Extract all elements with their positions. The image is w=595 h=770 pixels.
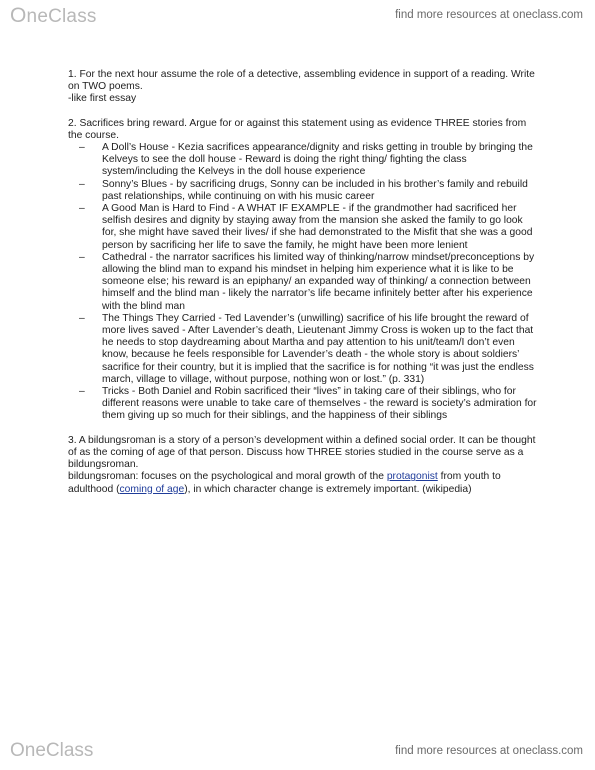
document-body: [68, 69, 538, 496]
q3-prompt: 3. A bildungsroman is a story of a person’s development within a defined social order. It can be thought of as the coming of age of that person. Discuss how THREE stories studied in the course serve as a bildungsroman.: [68, 434, 536, 471]
footer-oneclass-logo[interactable]: [10, 740, 93, 762]
list-item: – A Doll’s House - Kezia sacrifices appearance/dignity and risks getting in trouble by bringing the Kelveys to see the doll house - Reward is doing the right thing/ fighting the class system/including the Kelveys in the doll house experience: [102, 142, 538, 179]
definition-text: bildungsroman: focuses on the psychological and moral growth of the: [68, 471, 387, 483]
list-item: – Sonny’s Blues - by sacrificing drugs, Sonny can be included in his brother’s family and rebuild past relationships, while continuing on with his music career: [102, 179, 538, 203]
list-item: – A Good Man is Hard to Find - A WHAT IF EXAMPLE - if the grandmother had sacrificed her selfish desires and dignity by staying away from the mansion she asked the family to go look for, she might have saved their lives/ if she had demonstrated to the Misfit that she was a good person by sacrificing her life to save the family, he might have been more lenient: [102, 203, 538, 252]
q3-definition: [68, 471, 538, 495]
definition-text: ), in which character change is extremely important. (wikipedia): [184, 483, 472, 495]
logo-mark: O: [10, 740, 25, 761]
q1-prompt: 1. For the next hour assume the role of a detective, assembling evidence in support of a reading. Write on TWO poems.: [68, 69, 535, 93]
q2-prompt: 2. Sacrifices bring reward. Argue for or against this statement using as evidence THREE stories from the course.: [68, 117, 527, 141]
logo-text: neClass: [26, 6, 97, 27]
oneclass-logo[interactable]: [10, 4, 97, 28]
q1-note: -like first essay: [68, 93, 137, 105]
q2-list: [68, 142, 538, 423]
logo-text: neClass: [24, 740, 94, 761]
coming-of-age-link[interactable]: coming of age: [119, 483, 185, 495]
list-item: – The Things They Carried - Ted Lavender’s (unwilling) sacrifice of his life brought the reward of more lives saved - After Lavender’s death, Lieutenant Jimmy Cross is woken up to the fact that he needs to stop daydreaming about Martha and pay attention to his unit/team/I don’t even know, because he feels responsible for Lavender’s death - the whole story is about soldiers’ sacrifice for their country, but it is implied that the sacrifice is for nothing “it was just the endless march, village to village, without purpose, nothing won or lost.” (p. 331): [102, 313, 538, 386]
protagonist-link[interactable]: protagonist: [386, 471, 438, 483]
footer-find-resources-link[interactable]: find more resources at oneclass.com: [395, 745, 583, 757]
list-item: – Tricks - Both Daniel and Robin sacrificed their “lives” in taking care of their siblings, who for different reasons were unable to take care of themselves - the reward is society’s admiration for them giving up so much for their siblings, and the happiness of their siblings: [102, 386, 538, 423]
definition-text: from youth to adulthood (: [68, 471, 501, 495]
page-header: [0, 0, 595, 34]
find-resources-link[interactable]: find more resources at oneclass.com: [395, 9, 583, 21]
logo-mark: O: [10, 4, 27, 27]
list-item: – Cathedral - the narrator sacrifices his limited way of thinking/narrow mindset/preconceptions by allowing the blind man to expand his mindset in helping him experience what it is like to be someone else; his reward is an epiphany/ an expanded way of thinking/ a connection between himself and the blind man - likely the narrator’s life became infinitely better after his experience with the blind man: [102, 252, 538, 313]
